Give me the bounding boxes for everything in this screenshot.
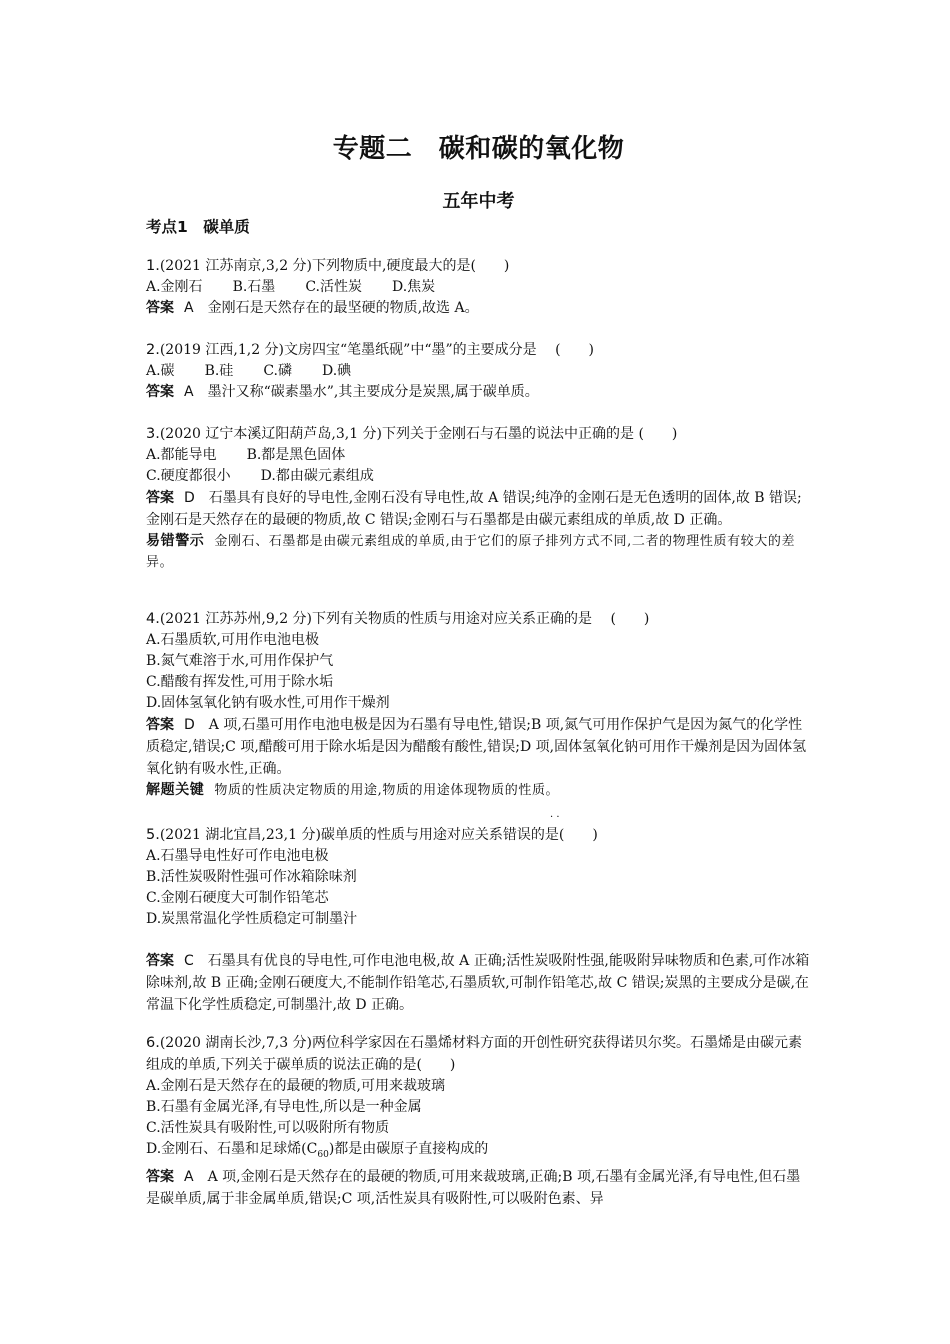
option-d: D.固体氢氧化钠有吸水性,可用作干燥剂 [146,695,390,711]
option-c: C.金刚石硬度大可制作铅笔芯 [146,890,329,906]
question-number: 6. [146,1035,160,1051]
answer-letter: C [184,953,194,969]
answer-explanation: 墨汁又称“碳素墨水”,其主要成分是炭黑,属于碳单质。 [207,384,539,400]
option-c: C.硬度都很小 [146,468,231,484]
question-5 [146,825,811,1016]
option-c: C.醋酸有挥发性,可用于除水垢 [146,674,334,690]
question-stem: (2020 湖南长沙,7,3 分)两位科学家因在石墨烯材料方面的开创性研究获得诺贝尔奖。石墨烯是由碳元素组成的单质,下列关于碳单质的说法正确的是( ) [146,1035,803,1073]
note-label: 解题关键 [146,782,205,798]
answer-label: 答案 [146,490,174,506]
answer-letter: A [184,384,194,400]
answer-label: 答案 [146,717,174,733]
option-a: A.金刚石 [146,279,203,295]
option-c: C.活性炭具有吸附性,可以吸附所有物质 [146,1120,390,1136]
question-stem: (2019 江西,1,2 分)文房四宝“笔墨纸砚”中“墨”的主要成分是 ( ) [159,342,595,358]
option-b: B.氮气难溶于水,可用作保护气 [146,653,334,669]
option-d-text: D.金刚石、石墨和足球烯(C [146,1141,318,1157]
section-heading: 考点1 碳单质 [146,218,250,236]
question-stem: (2020 辽宁本溪辽阳葫芦岛,3,1 分)下列关于金刚石与石墨的说法中正确的是 ( ) [159,426,678,442]
option-b: B.石墨 [232,279,276,295]
option-a: A.石墨质软,可用作电池电极 [146,632,320,648]
question-2 [146,340,811,403]
note-text: 物质的性质决定物质的用途,物质的用途体现物质的性质。 [214,783,560,798]
answer-label: 答案 [146,953,174,969]
question-3 [146,424,811,573]
note-label: 易错警示 [146,533,205,549]
subscript-60: 60 [317,1149,329,1160]
question-stem: (2021 江苏苏州,9,2 分)下列有关物质的性质与用途对应关系正确的是 ( ) [159,611,650,627]
question-6 [146,1032,811,1210]
question-stem: (2021 湖北宜昌,23,1 分)碳单质的性质与用途对应关系错误的是( ) [159,827,598,843]
answer-letter: A [184,1168,194,1185]
question-options [146,277,811,298]
page-subtitle: 五年中考 [442,191,515,212]
option-d: D.碘 [321,363,352,379]
option-d: D.炭黑常温化学性质稳定可制墨汁 [146,911,358,927]
option-a: A.金刚石是天然存在的最硬的物质,可用来裁玻璃 [146,1078,446,1094]
answer-letter: A [184,300,194,316]
option-b: B.都是黑色固体 [246,447,346,463]
option-d: D.都由碳元素组成 [260,468,374,484]
emphasis-dots: · · [550,812,560,823]
answer-explanation: 石墨具有优良的导电性,可作电池电极,故 A 正确;活性炭吸附性强,能吸附异味物质和色素,可作冰箱除味剂,故 B 正确;金刚石硬度大,不能制作铅笔芯,石墨质软,可制作铅笔芯,故 C 错误;炭黑的主要成分是碳,在常温下化学性质稳定,可制墨汁,故 D 正确。 [146,953,810,1013]
option-a: A.都能导电 [146,447,217,463]
question-4 [146,609,811,801]
option-c: C.磷 [263,363,292,379]
question-number: 1. [146,258,160,274]
question-number: 2. [146,342,160,358]
question-options-row-1 [146,445,811,466]
page-title: 专题二 碳和碳的氧化物 [332,134,625,164]
question-number: 3. [146,426,160,442]
option-d [146,1139,811,1166]
question-number: 4. [146,611,160,627]
question-1 [146,256,811,319]
answer-explanation: 金刚石是天然存在的最坚硬的物质,故选 A。 [207,300,479,316]
answer-explanation: 石墨具有良好的导电性,金刚石没有导电性,故 A 错误;纯净的金刚石是无色透明的固体,故 B 错误;金刚石是天然存在的最硬的物质,故 C 错误;金刚石与石墨都是由碳元素组成的单质,故 D 正确。 [146,490,802,528]
question-number: 5. [146,827,160,843]
answer-letter: D [184,490,195,506]
answer-label: 答案 [146,1168,174,1185]
option-c: C.活性炭 [305,279,362,295]
option-b: B.活性炭吸附性强可作冰箱除味剂 [146,869,357,885]
option-d-text-end: )都是由碳原子直接构成的 [328,1141,489,1157]
answer-label: 答案 [146,384,174,400]
question-options-row-2 [146,466,811,487]
option-d: D.焦炭 [391,279,436,295]
answer-letter: D [184,717,195,733]
option-b: B.石墨有金属光泽,有导电性,所以是一种金属 [146,1099,422,1115]
answer-explanation: A 项,石墨可用作电池电极是因为石墨有导电性,错误;B 项,氮气可用作保护气是因为氮气的化学性质稳定,错误;C 项,醋酸可用于除水垢是因为醋酸有酸性,错误;D 项,固体氢氧化钠可用作干燥剂是因为固体氢氧化钠有吸水性,正确。 [146,717,807,777]
answer-explanation: A 项,金刚石是天然存在的最硬的物质,可用来裁玻璃,正确;B 项,石墨有金属光泽,有导电性,但石墨是碳单质,属于非金属单质,错误;C 项,活性炭具有吸附性,可以吸附色素、异 [146,1168,801,1207]
answer-label: 答案 [146,300,174,316]
option-a: A.碳 [146,363,175,379]
option-b: B.硅 [204,363,234,379]
question-stem: (2021 江苏南京,3,2 分)下列物质中,硬度最大的是( ) [159,258,510,274]
note-text: 金刚石、石墨都是由碳元素组成的单质,由于它们的原子排列方式不同,二者的物理性质有较大的差异。 [146,534,796,570]
question-options [146,361,811,382]
option-a: A.石墨导电性好可作电池电极 [146,848,329,864]
